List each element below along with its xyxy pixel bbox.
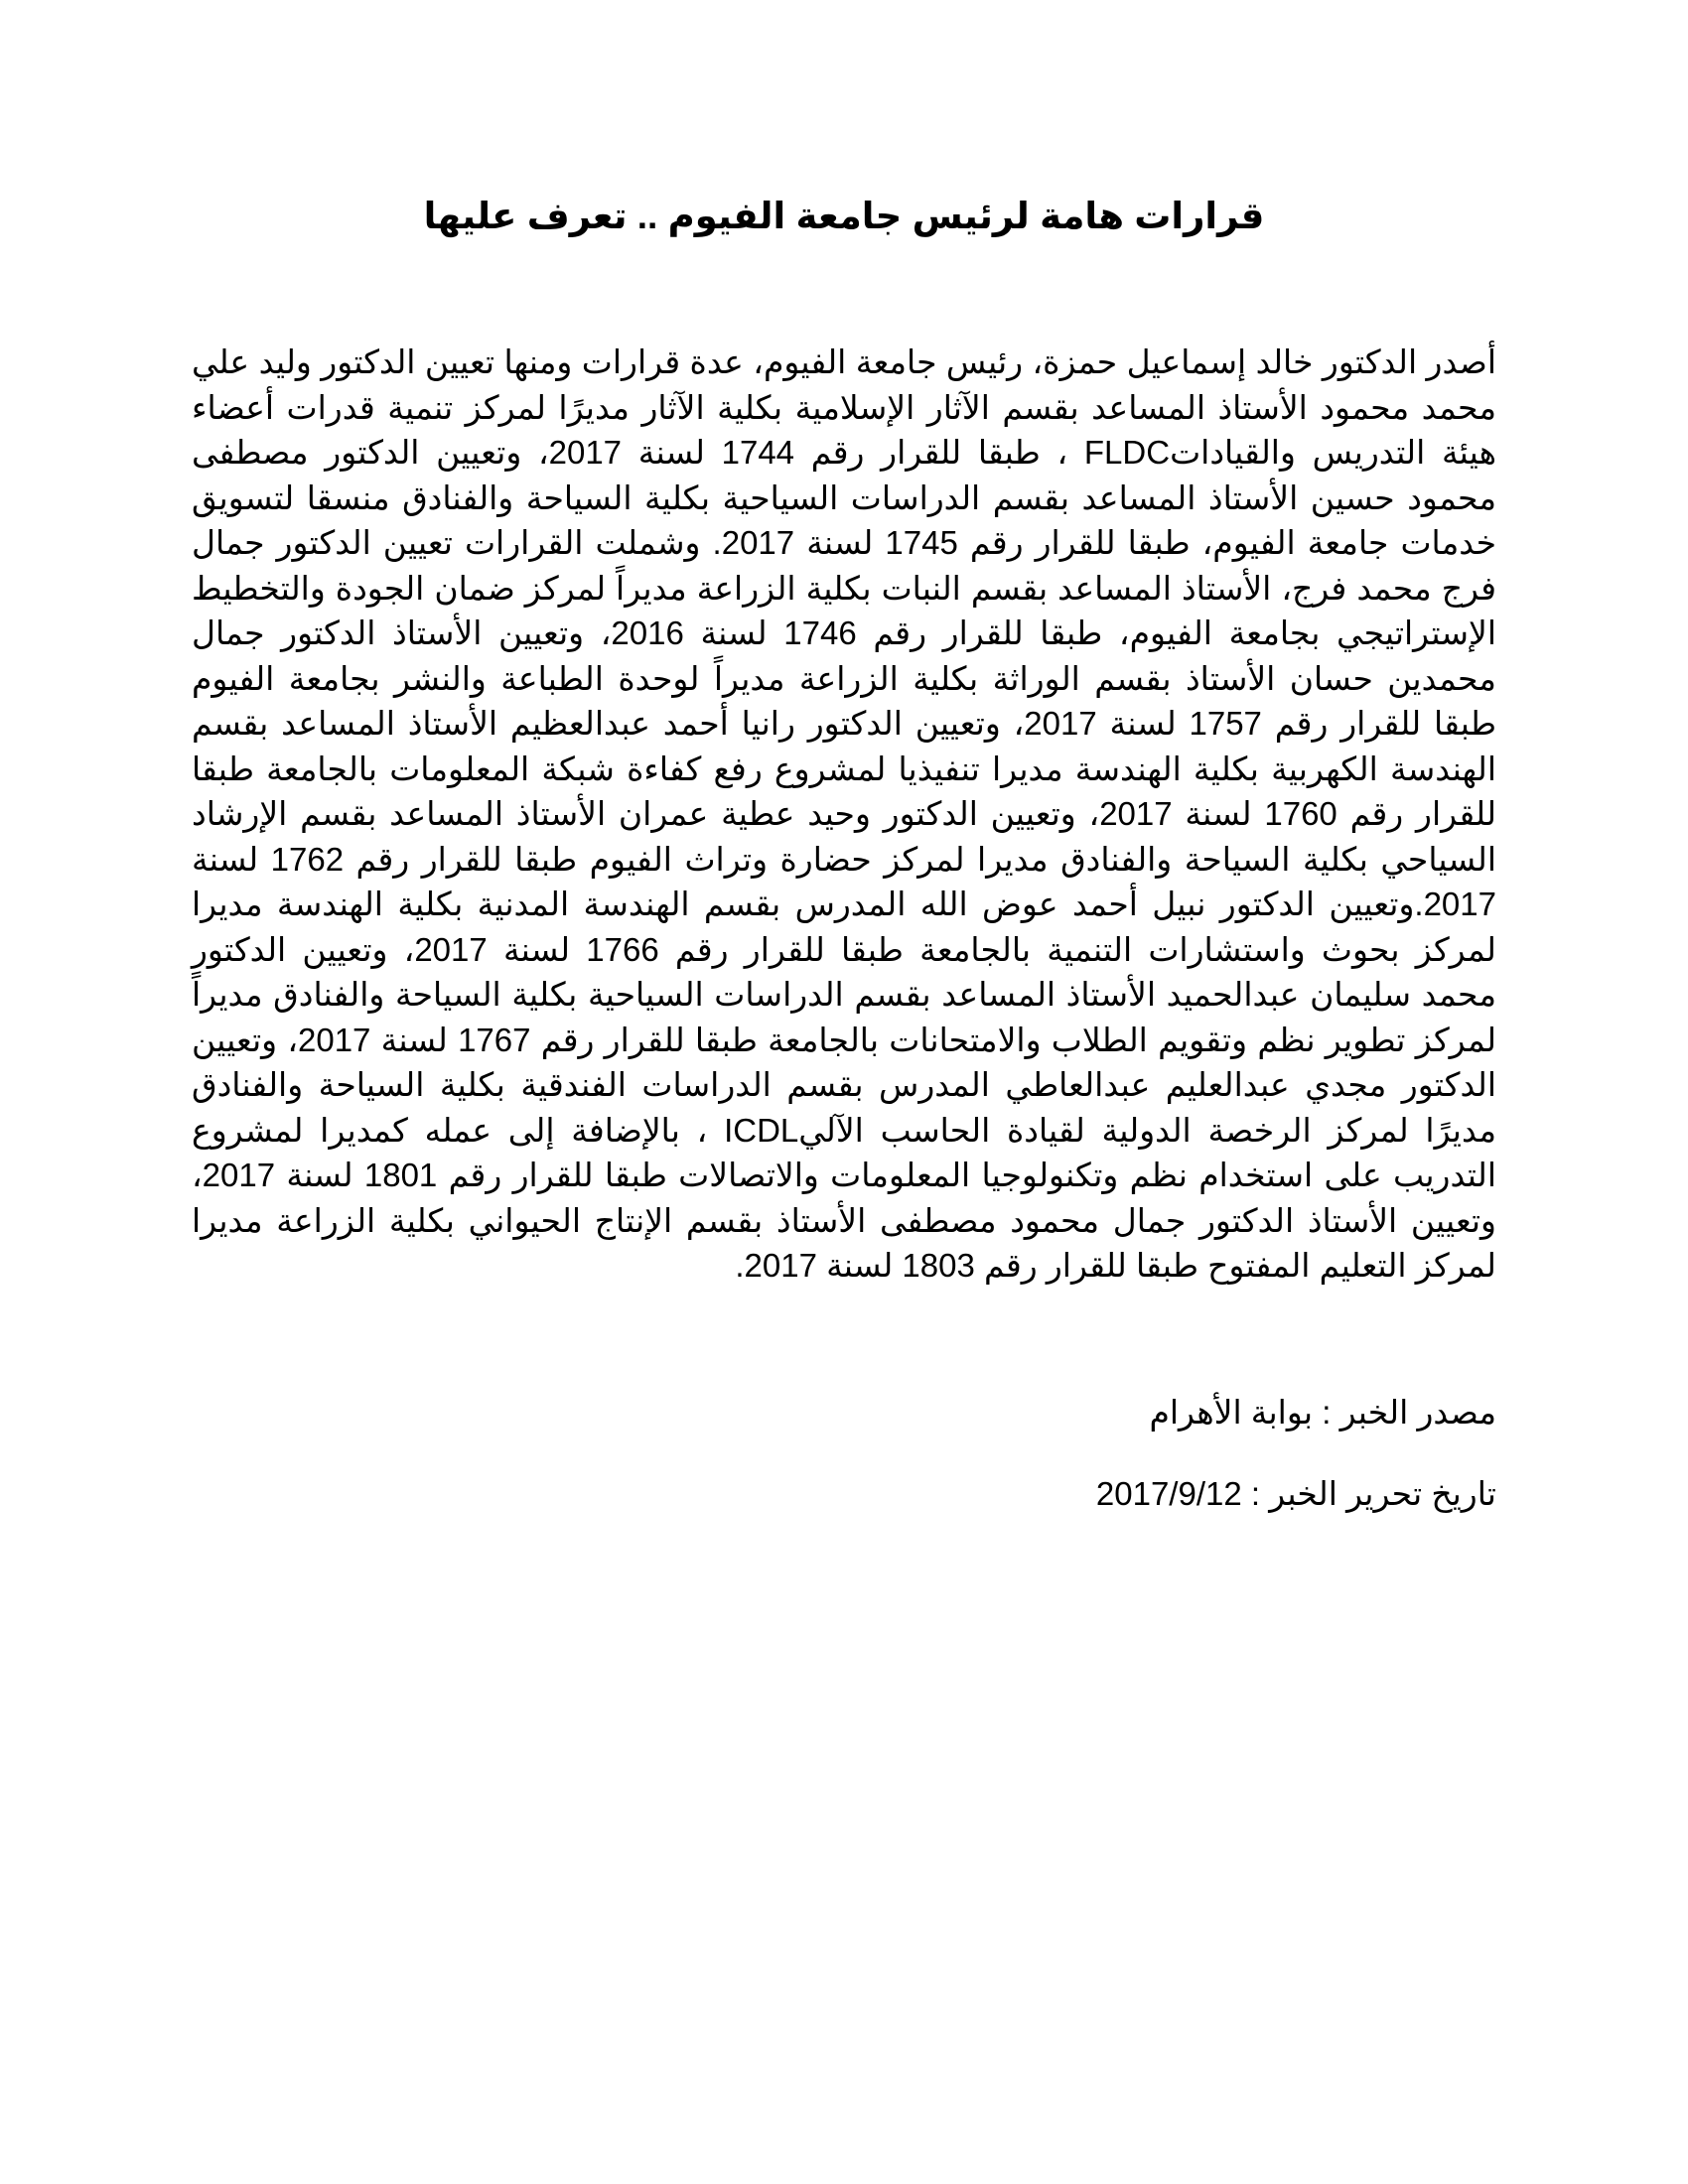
article-body: أصدر الدكتور خالد إسماعيل حمزة، رئيس جامعة الفيوم، عدة قرارات ومنها تعيين الدكتور وليد علي محمد محمود الأستاذ المساعد بقسم الآثار الإسلامية بكلية الآثار مديرًا لمركز تنمية قدرات أعضاء هيئة التدريس والقياداتFLDC ، طبقا للقرار رقم 1744 لسنة 2017، وتعيين الدكتور مصطفى محمود حسين الأستاذ المساعد بقسم الدراسات السياحية بكلية السياحة والفنادق منسقا لتسويق خدمات جامعة الفيوم، طبقا للقرار رقم 1745 لسنة 2017. وشملت القرارات تعيين الدكتور جمال فرج محمد فرج، الأستاذ المساعد بقسم النبات بكلية الزراعة مديراً لمركز ضمان الجودة والتخطيط الإستراتيجي بجامعة الفيوم، طبقا للقرار رقم 1746 لسنة 2016، وتعيين الأستاذ الدكتور جمال محمدين حسان الأستاذ بقسم الوراثة بكلية الزراعة مديراً لوحدة الطباعة والنشر بجامعة الفيوم طبقا للقرار رقم 1757 لسنة 2017، وتعيين الدكتور رانيا أحمد عبدالعظيم الأستاذ المساعد بقسم الهندسة الكهربية بكلية الهندسة مديرا تنفيذيا لمشروع رفع كفاءة شبكة المعلومات بالجامعة طبقا للقرار رقم 1760 لسنة 2017، وتعيين الدكتور وحيد عطية عمران الأستاذ المساعد بقسم الإرشاد السياحي بكلية السياحة والفنادق مديرا لمركز حضارة وتراث الفيوم طبقا للقرار رقم 1762 لسنة 2017.وتعيين الدكتور نبيل أحمد عوض الله المدرس بقسم الهندسة المدنية بكلية الهندسة مديرا لمركز بحوث واستشارات التنمية بالجامعة طبقا للقرار رقم 1766 لسنة 2017، وتعيين الدكتور محمد سليمان عبدالحميد الأستاذ المساعد بقسم الدراسات السياحية بكلية السياحة والفنادق مديراً لمركز تطوير نظم وتقويم الطلاب والامتحانات بالجامعة طبقا للقرار رقم 1767 لسنة 2017، وتعيين الدكتور مجدي عبدالعليم عبدالعاطي المدرس بقسم الدراسات الفندقية بكلية السياحة والفنادق مديرًا لمركز الرخصة الدولية لقيادة الحاسب الآليICDL ، بالإضافة إلى عمله كمديرا لمشروع التدريب على استخدام نظم وتكنولوجيا المعلومات والاتصالات طبقا للقرار رقم 1801 لسنة 2017، وتعيين الأستاذ الدكتور جمال محمود مصطفى الأستاذ بقسم الإنتاج الحيواني بكلية الزراعة مديرا لمركز التعليم المفتوح طبقا للقرار رقم 1803 لسنة 2017. <box>192 343 1497 1284</box>
edit-date-line: تاريخ تحرير الخبر : 2017/9/12 <box>1095 1475 1496 1512</box>
article-title: قرارات هامة لرئيس جامعة الفيوم .. تعرف عليها <box>423 196 1265 236</box>
news-source-line: مصدر الخبر : بوابة الأهرام <box>1149 1394 1496 1431</box>
